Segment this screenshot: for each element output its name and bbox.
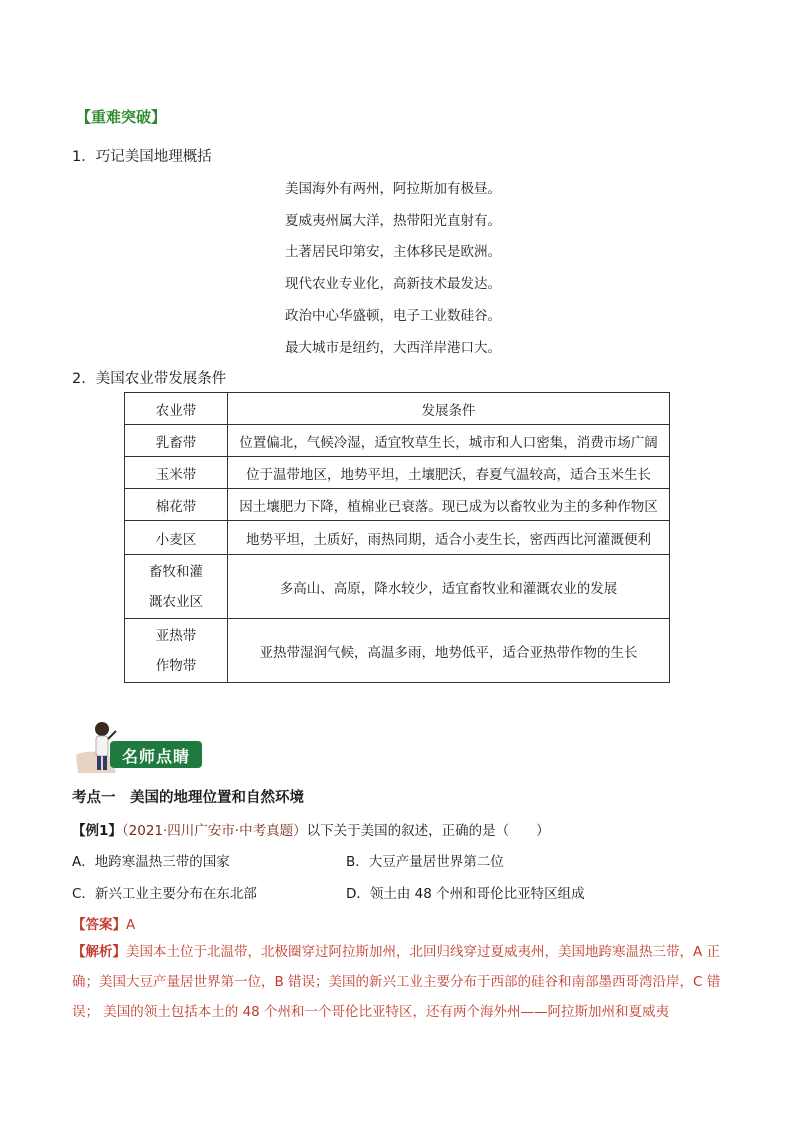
table-cell: 位置偏北，气候冷湿，适宜牧草生长，城市和人口密集，消费市场广阔 [228,425,670,457]
poem-line: 土著居民印第安，主体移民是欧洲。 [285,244,501,260]
example-text: 以下关于美国的叙述，正确的是（ ） [306,823,550,839]
table-cell [125,619,228,683]
analysis-paragraph [72,937,732,1027]
table-header-row [125,393,670,425]
agriculture-table [124,392,670,683]
analysis-text: 美国本土位于北温带，北极圈穿过阿拉斯加州，北回归线穿过夏威夷州，美国地跨寒温热三带，A 正确；美国大豆产量居世界第一位，B 错误；美国的新兴工业主要分布于西部的硅谷和南部墨西哥湾沿岸，C 错误； 美国的领土包括本土的 48 个州和一个哥伦比亚特区，还有两个海外州——阿拉斯加州和夏威夷 [72,944,721,1020]
poem-line: 夏威夷州属大洋，热带阳光直射有。 [285,213,501,229]
table-cell: 乳畜带 [125,425,228,457]
table-cell: 因土壤肥力下降，植棉业已衰落。现已成为以畜牧业为主的多种作物区 [228,489,670,521]
table-header: 农业带 [125,393,228,425]
cell-line: 亚热带 [155,627,197,644]
table-cell: 地势平坦，土质好，雨热同期，适合小麦生长，密西西比河灌溉便利 [228,521,670,555]
poem-line: 现代农业专业化，高新技术最发达。 [285,276,501,292]
option-c: C．新兴工业主要分布在东北部 [72,886,257,902]
kaodian-title: 考点一 美国的地理位置和自然环境 [72,790,304,806]
analysis-tag: 【解析】 [72,944,126,960]
table-header: 发展条件 [228,393,670,425]
table-row [125,521,670,555]
poem-line: 政治中心华盛顿，电子工业数硅谷。 [285,308,501,324]
option-b: B．大豆产量居世界第二位 [346,854,504,870]
answer-value: A [126,917,136,933]
cell-line: 溉农业区 [149,593,203,610]
section-title: 【重难突破】 [76,108,167,126]
badge-label: 名师点睛 [122,747,191,766]
option-a: A．地跨寒温热三带的国家 [72,854,230,870]
table-cell: 亚热带湿润气候，高温多雨，地势低平，适合亚热带作物的生长 [228,619,670,683]
item1-title: 1．巧记美国地理概括 [72,149,212,165]
table-row [125,555,670,619]
example-source: （2021·四川广安市·中考真题） [121,823,307,839]
table-cell [125,555,228,619]
table-row [125,619,670,683]
cell-line: 作物带 [155,657,197,674]
cell-line: 畜牧和灌 [149,563,203,580]
example-question [72,819,550,839]
table-row [125,457,670,489]
item2-title: 2．美国农业带发展条件 [72,371,227,387]
table-cell: 小麦区 [125,521,228,555]
table-cell: 棉花带 [125,489,228,521]
answer-tag: 【答案】 [72,917,126,933]
poem-line: 最大城市是纽约，大西洋岸港口大。 [285,340,501,356]
poem-line: 美国海外有两州，阿拉斯加有极昼。 [285,181,501,197]
badge-banner [110,741,202,768]
option-d: D．领土由 48 个州和哥伦比亚特区组成 [346,886,585,902]
table-row [125,489,670,521]
table-cell: 位于温带地区，地势平坦，土壤肥沃，春夏气温较高，适合玉米生长 [228,457,670,489]
table-row [125,425,670,457]
example-tag: 【例1】 [72,823,122,839]
table-cell: 多高山、高原，降水较少，适宜畜牧业和灌溉农业的发展 [228,555,670,619]
table-cell: 玉米带 [125,457,228,489]
answer-line [72,913,135,933]
